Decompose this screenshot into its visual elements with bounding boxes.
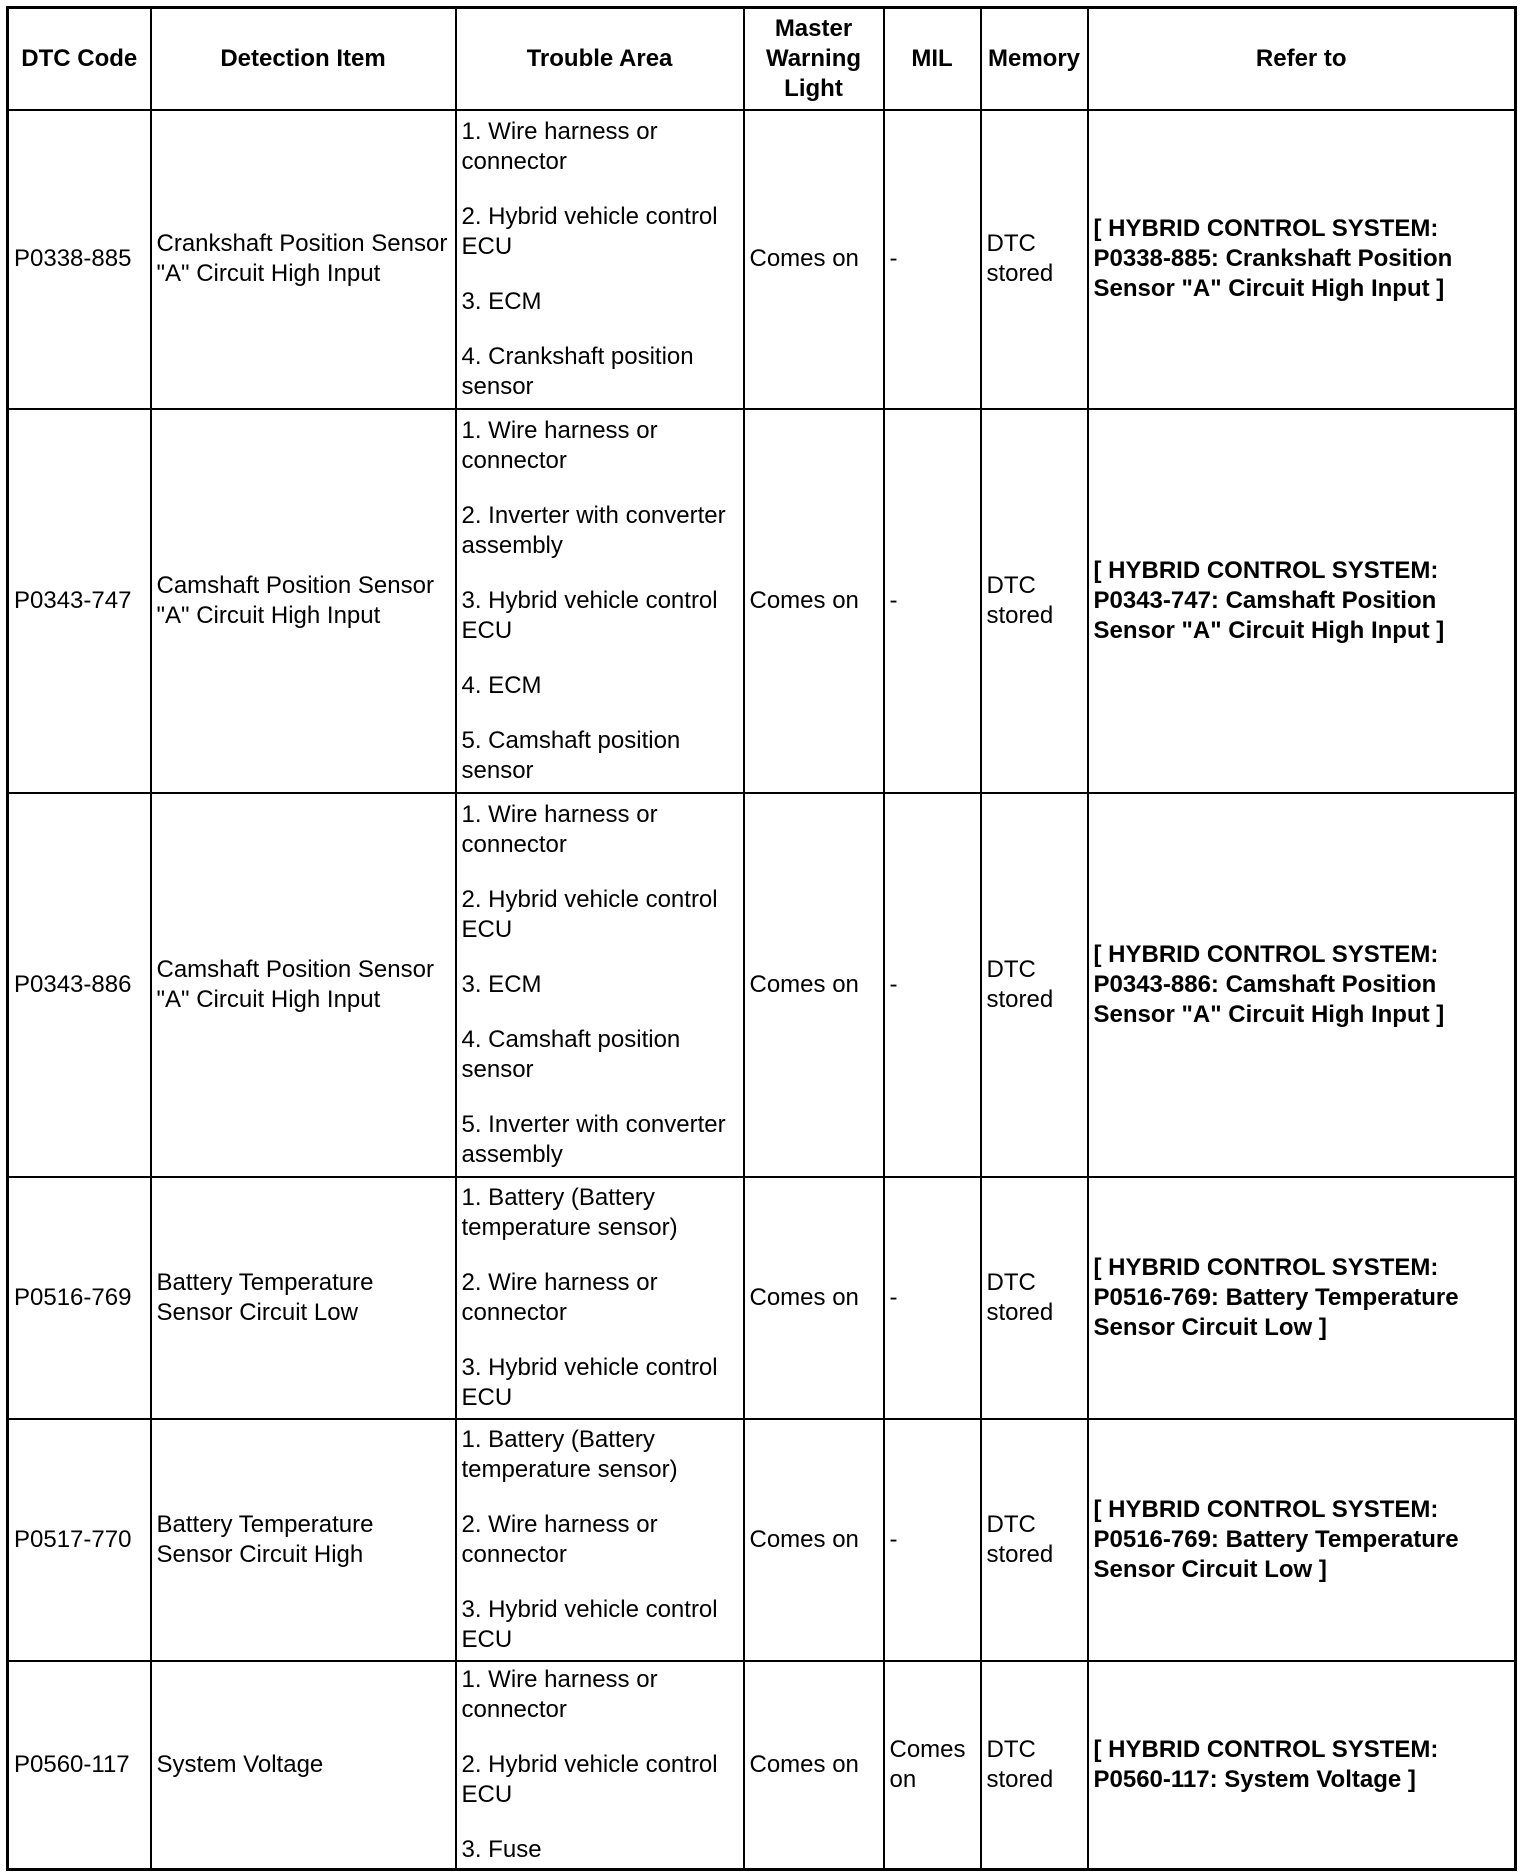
column-header-refer-to: Refer to bbox=[1088, 8, 1516, 110]
trouble-area-item: 5. Inverter with converter assembly bbox=[461, 1110, 726, 1168]
memory-cell: DTC stored bbox=[981, 110, 1088, 409]
mil-cell: - bbox=[884, 110, 981, 409]
trouble-area-item: 3. ECM bbox=[461, 287, 542, 315]
refer-to-cell: [ HYBRID CONTROL SYSTEM: P0343-886: Camshaft Position Sensor "A" Circuit High Input ] bbox=[1088, 793, 1516, 1177]
master-warning-light-cell: Comes on bbox=[744, 1177, 884, 1419]
trouble-area-item: 2. Wire harness or connector bbox=[461, 1268, 658, 1326]
refer-to-cell: [ HYBRID CONTROL SYSTEM: P0560-117: System Voltage ] bbox=[1088, 1661, 1516, 1870]
table-row bbox=[8, 1419, 1516, 1661]
dtc-code-cell: P0343-886 bbox=[8, 793, 151, 1177]
column-header-mil: MIL bbox=[884, 8, 981, 110]
column-header-master-warning-light: Master Warning Light bbox=[744, 8, 884, 110]
mil-cell: - bbox=[884, 1419, 981, 1661]
refer-to-cell: [ HYBRID CONTROL SYSTEM: P0516-769: Battery Temperature Sensor Circuit Low ] bbox=[1088, 1177, 1516, 1419]
column-header-trouble-area: Trouble Area bbox=[456, 8, 744, 110]
dtc-code-cell: P0516-769 bbox=[8, 1177, 151, 1419]
trouble-area-cell bbox=[456, 793, 744, 1177]
trouble-area-item: 3. Hybrid vehicle control ECU bbox=[461, 586, 718, 644]
memory-cell: DTC stored bbox=[981, 1177, 1088, 1419]
trouble-area-item: 1. Wire harness or connector bbox=[461, 800, 658, 858]
trouble-area-item: 3. Hybrid vehicle control ECU bbox=[461, 1595, 718, 1653]
column-header-memory: Memory bbox=[981, 8, 1088, 110]
detection-item-cell: Camshaft Position Sensor "A" Circuit High Input bbox=[151, 793, 456, 1177]
dtc-table-body bbox=[8, 110, 1516, 1870]
trouble-area-item: 4. Camshaft position sensor bbox=[461, 1025, 681, 1083]
header-row bbox=[8, 8, 1516, 110]
table-row bbox=[8, 1177, 1516, 1419]
trouble-area-list bbox=[462, 416, 738, 786]
trouble-area-cell bbox=[456, 1419, 744, 1661]
trouble-area-cell bbox=[456, 1177, 744, 1419]
trouble-area-item: 1. Wire harness or connector bbox=[461, 416, 658, 474]
trouble-area-item: 2. Hybrid vehicle control ECU bbox=[461, 202, 718, 260]
table-row bbox=[8, 409, 1516, 793]
trouble-area-item: 4. ECM bbox=[461, 671, 542, 699]
trouble-area-list bbox=[462, 117, 738, 402]
trouble-area-cell bbox=[456, 1661, 744, 1870]
trouble-area-item: 3. Hybrid vehicle control ECU bbox=[461, 1353, 718, 1411]
dtc-code-cell: P0343-747 bbox=[8, 409, 151, 793]
trouble-area-item: 1. Battery (Battery temperature sensor) bbox=[461, 1425, 678, 1483]
table-row bbox=[8, 1661, 1516, 1870]
table-row bbox=[8, 110, 1516, 409]
trouble-area-item: 2. Inverter with converter assembly bbox=[461, 501, 726, 559]
master-warning-light-cell: Comes on bbox=[744, 409, 884, 793]
refer-to-cell: [ HYBRID CONTROL SYSTEM: P0338-885: Crankshaft Position Sensor "A" Circuit High Input ] bbox=[1088, 110, 1516, 409]
dtc-code-cell: P0517-770 bbox=[8, 1419, 151, 1661]
master-warning-light-cell: Comes on bbox=[744, 110, 884, 409]
memory-cell: DTC stored bbox=[981, 1661, 1088, 1870]
refer-to-cell: [ HYBRID CONTROL SYSTEM: P0343-747: Camshaft Position Sensor "A" Circuit High Input ] bbox=[1088, 409, 1516, 793]
trouble-area-item: 2. Hybrid vehicle control ECU bbox=[461, 1750, 718, 1808]
master-warning-light-cell: Comes on bbox=[744, 1661, 884, 1870]
column-header-detection-item: Detection Item bbox=[151, 8, 456, 110]
mil-cell: Comes on bbox=[884, 1661, 981, 1870]
trouble-area-cell bbox=[456, 110, 744, 409]
master-warning-light-cell: Comes on bbox=[744, 793, 884, 1177]
dtc-code-cell: P0338-885 bbox=[8, 110, 151, 409]
trouble-area-list bbox=[462, 800, 738, 1170]
memory-cell: DTC stored bbox=[981, 793, 1088, 1177]
trouble-area-item: 4. Crankshaft position sensor bbox=[461, 342, 694, 400]
mil-cell: - bbox=[884, 1177, 981, 1419]
trouble-area-cell bbox=[456, 409, 744, 793]
mil-cell: - bbox=[884, 409, 981, 793]
master-warning-light-cell: Comes on bbox=[744, 1419, 884, 1661]
dtc-code-cell: P0560-117 bbox=[8, 1661, 151, 1870]
trouble-area-item: 1. Wire harness or connector bbox=[461, 117, 658, 175]
trouble-area-item: 3. Fuse bbox=[461, 1835, 542, 1863]
memory-cell: DTC stored bbox=[981, 409, 1088, 793]
detection-item-cell: Camshaft Position Sensor "A" Circuit High Input bbox=[151, 409, 456, 793]
trouble-area-item: 1. Wire harness or connector bbox=[461, 1665, 658, 1723]
detection-item-cell: Battery Temperature Sensor Circuit High bbox=[151, 1419, 456, 1661]
trouble-area-item: 2. Wire harness or connector bbox=[461, 1510, 658, 1568]
column-header-dtc-code: DTC Code bbox=[8, 8, 151, 110]
table-row bbox=[8, 793, 1516, 1177]
memory-cell: DTC stored bbox=[981, 1419, 1088, 1661]
trouble-area-item: 3. ECM bbox=[461, 970, 542, 998]
mil-cell: - bbox=[884, 793, 981, 1177]
trouble-area-list bbox=[462, 1183, 738, 1413]
trouble-area-item: 1. Battery (Battery temperature sensor) bbox=[461, 1183, 678, 1241]
refer-to-cell: [ HYBRID CONTROL SYSTEM: P0516-769: Battery Temperature Sensor Circuit Low ] bbox=[1088, 1419, 1516, 1661]
trouble-area-list bbox=[462, 1425, 738, 1655]
detection-item-cell: System Voltage bbox=[151, 1661, 456, 1870]
trouble-area-item: 2. Hybrid vehicle control ECU bbox=[461, 885, 718, 943]
trouble-area-list bbox=[462, 1665, 738, 1865]
detection-item-cell: Battery Temperature Sensor Circuit Low bbox=[151, 1177, 456, 1419]
detection-item-cell: Crankshaft Position Sensor "A" Circuit High Input bbox=[151, 110, 456, 409]
dtc-table bbox=[6, 6, 1517, 1871]
trouble-area-item: 5. Camshaft position sensor bbox=[461, 726, 681, 784]
